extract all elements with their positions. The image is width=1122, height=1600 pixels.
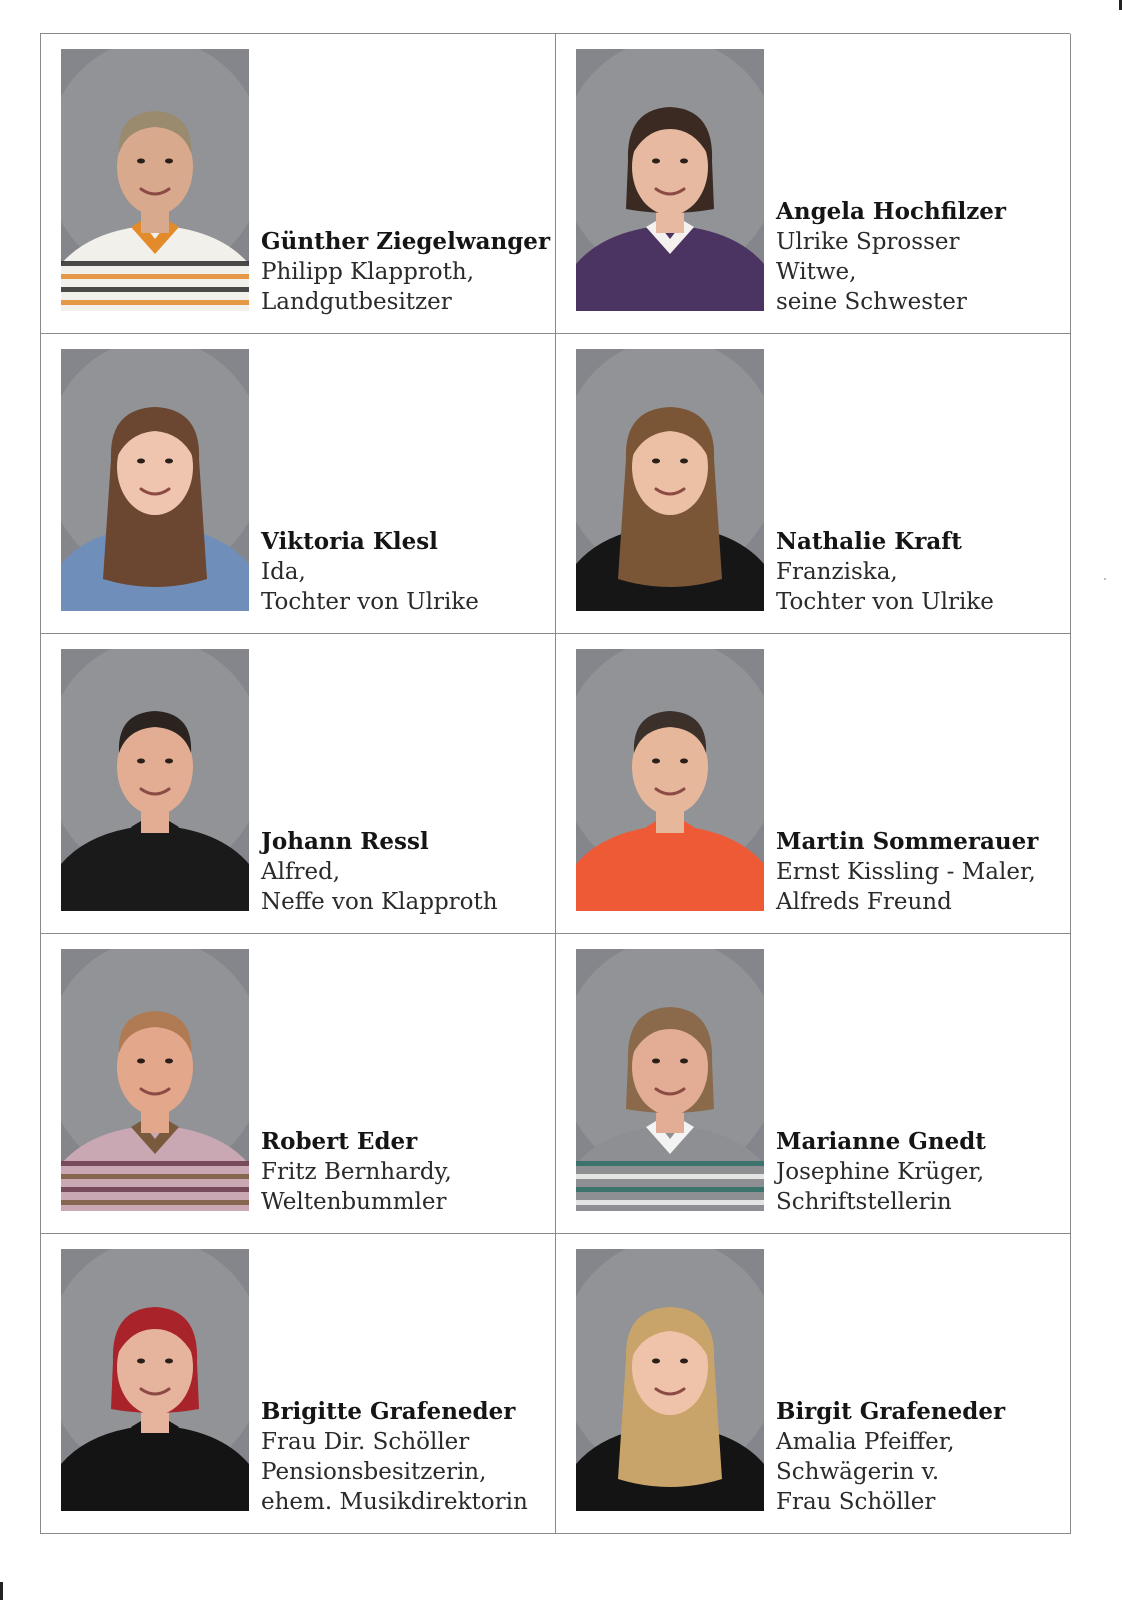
right-eye: [680, 759, 688, 764]
portrait-illustration: [61, 649, 249, 911]
portrait-photo: [61, 649, 249, 911]
role-line: Philipp Klapproth,: [261, 259, 475, 285]
actor-name: Martin Sommerauer: [776, 828, 1039, 855]
actor-name: Robert Eder: [261, 1128, 418, 1155]
right-eye: [165, 459, 173, 464]
portrait-illustration: [576, 1249, 764, 1511]
cast-card-5: [41, 634, 556, 934]
role-line: Fritz Bernhardy,: [261, 1159, 452, 1185]
left-eye: [137, 1359, 145, 1364]
right-eye: [165, 759, 173, 764]
portrait-photo: [576, 49, 764, 311]
actor-name: Brigitte Grafeneder: [261, 1398, 516, 1425]
role-line: Alfred,: [261, 859, 341, 885]
left-eye: [652, 159, 660, 164]
right-eye: [680, 1059, 688, 1064]
actor-name: Günther Ziegelwanger: [261, 228, 551, 255]
cast-caption: [261, 227, 549, 317]
portrait-photo: [61, 949, 249, 1211]
right-eye: [680, 459, 688, 464]
role-line: Landgutbesitzer: [261, 289, 452, 315]
shirt-stripe: [576, 1174, 764, 1179]
portrait-photo: [576, 349, 764, 611]
shirt-stripe: [576, 1161, 764, 1166]
right-eye: [165, 159, 173, 164]
portrait-photo: [576, 649, 764, 911]
cast-card-2: [556, 34, 1071, 334]
cast-card-1: [41, 34, 556, 334]
actor-name: Johann Ressl: [261, 828, 429, 855]
cast-card-6: [556, 634, 1071, 934]
role-line: Amalia Pfeiffer,: [776, 1429, 955, 1455]
portrait-illustration: [61, 949, 249, 1211]
shirt-stripe: [576, 1187, 764, 1192]
portrait-illustration: [61, 49, 249, 311]
cast-caption: [776, 1127, 1064, 1217]
right-eye: [680, 159, 688, 164]
left-eye: [137, 1059, 145, 1064]
portrait-photo: [61, 49, 249, 311]
cast-caption: [776, 197, 1064, 317]
left-eye: [652, 459, 660, 464]
right-eye: [680, 1359, 688, 1364]
shirt-stripe: [61, 1187, 249, 1192]
role-line: Tochter von Ulrike: [261, 589, 479, 615]
role-line: Tochter von Ulrike: [776, 589, 994, 615]
role-line: Josephine Krüger,: [776, 1159, 985, 1185]
left-eye: [652, 1359, 660, 1364]
actor-name: Nathalie Kraft: [776, 528, 962, 555]
left-eye: [137, 159, 145, 164]
role-line: Alfreds Freund: [776, 889, 952, 915]
portrait-illustration: [576, 649, 764, 911]
left-eye: [137, 459, 145, 464]
role-line: Pensionsbesitzerin,: [261, 1459, 487, 1485]
shirt-stripe: [61, 1161, 249, 1166]
crop-mark-bottom-left: [0, 1582, 3, 1600]
cast-card-3: [41, 334, 556, 634]
left-eye: [652, 759, 660, 764]
portrait-photo: [61, 349, 249, 611]
portrait-illustration: [576, 49, 764, 311]
left-eye: [137, 759, 145, 764]
role-line: Franziska,: [776, 559, 898, 585]
role-line: Schwägerin v.: [776, 1459, 940, 1485]
portrait-photo: [576, 1249, 764, 1511]
cast-card-10: [556, 1234, 1071, 1534]
actor-name: Marianne Gnedt: [776, 1128, 986, 1155]
role-line: ehem. Musikdirektorin: [261, 1489, 528, 1515]
cast-caption: [261, 1127, 549, 1217]
portrait-illustration: [61, 1249, 249, 1511]
cast-caption: [261, 1397, 549, 1517]
cast-card-7: [41, 934, 556, 1234]
role-line: Ernst Kissling - Maler,: [776, 859, 1036, 885]
portrait-illustration: [576, 349, 764, 611]
cast-grid: [40, 33, 1070, 1534]
role-line: Ida,: [261, 559, 306, 585]
scan-dust-dot: [1104, 578, 1106, 580]
role-line: Weltenbummler: [261, 1189, 447, 1215]
role-line: Frau Schöller: [776, 1489, 936, 1515]
role-line: Neffe von Klapproth: [261, 889, 498, 915]
cast-card-4: [556, 334, 1071, 634]
actor-name: Viktoria Klesl: [261, 528, 438, 555]
shirt-stripe: [61, 300, 249, 305]
shirt-stripe: [61, 287, 249, 292]
actor-name: Birgit Grafeneder: [776, 1398, 1006, 1425]
cast-caption: [261, 827, 549, 917]
cast-caption: [776, 1397, 1064, 1517]
right-eye: [165, 1359, 173, 1364]
right-eye: [165, 1059, 173, 1064]
role-line: Witwe,: [776, 259, 857, 285]
cast-caption: [261, 527, 549, 617]
portrait-illustration: [61, 349, 249, 611]
shirt-stripe: [61, 1200, 249, 1205]
cast-card-9: [41, 1234, 556, 1534]
cast-caption: [776, 827, 1064, 917]
actor-name: Angela Hochfilzer: [776, 198, 1006, 225]
shirt-stripe: [61, 261, 249, 266]
cast-card-8: [556, 934, 1071, 1234]
cast-caption: [776, 527, 1064, 617]
shirt-stripe: [61, 274, 249, 279]
role-line: Ulrike Sprosser: [776, 229, 960, 255]
role-line: Frau Dir. Schöller: [261, 1429, 470, 1455]
shirt-stripe: [576, 1200, 764, 1205]
portrait-photo: [61, 1249, 249, 1511]
portrait-illustration: [576, 949, 764, 1211]
portrait-photo: [576, 949, 764, 1211]
shirt-stripe: [61, 1174, 249, 1179]
left-eye: [652, 1059, 660, 1064]
role-line: seine Schwester: [776, 289, 967, 315]
role-line: Schriftstellerin: [776, 1189, 952, 1215]
